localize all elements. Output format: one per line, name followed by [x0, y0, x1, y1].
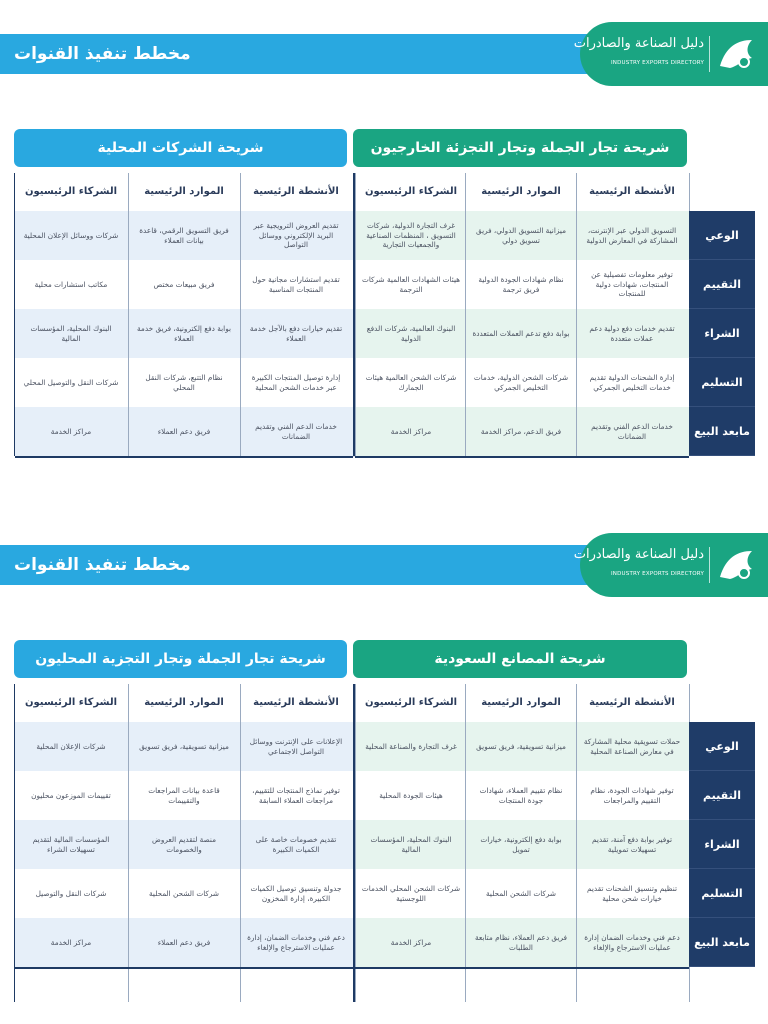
table-cell: مراكز الخدمة	[390, 937, 432, 947]
table-bottom-left	[15, 967, 353, 969]
table-cell: خدمات الدعم الفني وتقديم الضمانات	[255, 421, 337, 441]
logo-arabic: دليل الصناعة والصادرات	[573, 547, 704, 562]
table-cell: شركات الإعلان المحلية	[36, 741, 106, 751]
table-cell: قاعدة بيانات المراجعات والتقييمات	[148, 785, 220, 805]
table-cell: شركات الشحن المحلية	[485, 888, 557, 898]
column-header: الموارد الرئيسية	[144, 186, 224, 197]
table-cell: تقديم خيارات دفع بالآجل خدمة العملاء	[249, 323, 343, 343]
table-cell: دعم فني وخدمات الضمان إدارة عمليات الاسترجاع والإلغاء	[584, 932, 680, 952]
table-cell: فريق التسويق الرقمي، قاعدة بيانات العملاء	[139, 225, 229, 245]
table-cell: تقديم خدمات دفع دولية دعم عملات متعددة	[589, 323, 675, 343]
table-cell: التسويق الدولي عبر الإنترنت، المشاركة في المعارض الدولية	[586, 225, 678, 245]
logo-divider	[709, 36, 710, 72]
table-cell: بوابة دفع تدعم العملات المتعددة	[472, 328, 570, 338]
table-cell: إدارة توصيل المنتجات الكبيرة عبر خدمات الشحن المحلية	[251, 372, 341, 392]
page-header	[0, 533, 768, 597]
channel-table	[14, 684, 754, 1002]
table-cell: شركات النقل والتوصيل المحلي	[23, 377, 119, 387]
table-cell: مراكز الخدمة	[50, 426, 92, 436]
title-bar	[0, 34, 610, 74]
table-cell: بوابة دفع إلكترونية، خيارات تمويل	[480, 834, 562, 854]
table-cell: فريق مبيعات مختص	[153, 279, 215, 289]
table-cell: شركات الشحن العالمية هيئات الجمارك	[365, 372, 457, 392]
table-cell: الإعلانات على الإنترنت ووسائل التواصل الاجتماعي	[249, 736, 343, 756]
table-cell: نظام التتبع، شركات النقل المحلي	[145, 372, 223, 392]
stage-label: مابعد البيع	[689, 407, 755, 456]
table-cell: البنوك المحلية، المؤسسات المالية	[30, 323, 112, 343]
table-cell: غرف التجارة الدولية، شركات التسويق ، المنظمات الصناعية والجمعيات التجارية	[366, 220, 456, 250]
table-cell: نظام شهادات الجودة الدولية فريق ترجمة	[478, 274, 564, 294]
segment-tab-right: شريحة تجار الجملة وتجار التجزئة الخارجيون	[353, 129, 687, 167]
table-cell: توفير نماذج المنتجات للتقييم، مراجعات العملاء السابقة	[252, 785, 340, 805]
stage-label: الوعي	[689, 722, 755, 771]
table-cell: المؤسسات المالية لتقديم تسهيلات الشراء	[32, 834, 110, 854]
column-header: الموارد الرئيسية	[481, 697, 561, 708]
logo	[573, 533, 768, 597]
table-cell: شركات النقل والتوصيل	[35, 888, 107, 898]
stage-label: التسليم	[689, 869, 755, 918]
table-cell: فريق الدعم، مراكز الخدمة	[480, 426, 562, 436]
column-header: الموارد الرئيسية	[144, 697, 224, 708]
table-cell: بوابة دفع إلكترونية، فريق خدمة العملاء	[137, 323, 231, 343]
table-cell: دعم فني وخدمات الضمان، إدارة عمليات الاسترجاع والإلغاء	[247, 932, 345, 952]
table-cell: تنظيم وتنسيق الشحنات تقديم خيارات شحن محلية	[587, 883, 677, 903]
table-cell: توفير بوابة دفع آمنة، تقديم تسهيلات تمويلية	[591, 834, 673, 854]
page-header	[0, 22, 768, 86]
page-title: مخطط تنفيذ القنوات	[14, 44, 191, 64]
table-cell: توفير شهادات الجودة، نظام التقييم والمراجعات	[590, 785, 674, 805]
column-header: الأنشطة الرئيسية	[253, 186, 339, 197]
table-cell: البنوك المحلية، المؤسسات المالية	[370, 834, 452, 854]
segment-tab-left: شريحة تجار الجملة وتجار التجزية المحليون	[14, 640, 347, 678]
table-cell: مراكز الخدمة	[390, 426, 432, 436]
table-cell: البنوك العالمية، شركات الدفع الدولية	[366, 323, 456, 343]
logo-arabic: دليل الصناعة والصادرات	[573, 36, 704, 51]
table-cell: ميزانية التسويق الدولي، فريق تسويق دولي	[475, 225, 566, 245]
table-bottom-right	[355, 967, 689, 969]
logo-english: INDUSTRY EXPORTS DIRECTORY	[610, 60, 704, 66]
table-bottom-left	[15, 456, 353, 458]
table-cell: تقديم خصومات خاصة على الكميات الكبيرة	[255, 834, 337, 854]
table-cell: جدولة وتنسيق توصيل الكميات الكبيرة، إدارة المخزون	[250, 883, 342, 903]
column-header: الشركاء الرئيسيون	[24, 186, 118, 197]
table-cell: إدارة الشحنات الدولية تقديم خدمات التخليص الجمركي	[589, 372, 675, 392]
column-header: الأنشطة الرئيسية	[589, 697, 675, 708]
table-cell: تقديم العروض الترويجية عبر البريد الإلكتروني ووسائل التواصل	[253, 220, 339, 250]
table-cell: تقديم استشارات مجانية حول المنتجات المناسبة	[252, 274, 340, 294]
table-cell: شركات الشحن المحلية	[148, 888, 220, 898]
stage-label: الوعي	[689, 211, 755, 260]
stage-label: التقييم	[689, 771, 755, 820]
table-cell: منصة لتقديم العروض والخصومات	[152, 834, 216, 854]
table-cell: شركات الشحن المحلي الخدمات اللوجستية	[361, 883, 461, 903]
stage-label: الشراء	[689, 309, 755, 358]
table-cell: هيئات الشهادات العالمية شركات الترجمة	[361, 274, 461, 294]
logo-divider	[709, 547, 710, 583]
table-cell: شركات الشحن الدولية، خدمات التخليص الجمركي	[473, 372, 569, 392]
stage-label: التسليم	[689, 358, 755, 407]
column-header: الشركاء الرئيسيون	[364, 697, 458, 708]
table-cell: فريق دعم العملاء	[157, 426, 211, 436]
table-cell: هيئات الجودة المحلية	[379, 790, 443, 800]
table-cell: ميزانية تسويقية، فريق تسويق	[139, 741, 229, 751]
stage-label: الشراء	[689, 820, 755, 869]
column-header: الأنشطة الرئيسية	[589, 186, 675, 197]
column-header: الشركاء الرئيسيون	[364, 186, 458, 197]
column-header: الموارد الرئيسية	[481, 186, 561, 197]
table-cell: مراكز الخدمة	[50, 937, 92, 947]
table-cell: حملات تسويقية محلية المشاركة في معارض الصناعة المحلية	[583, 736, 681, 756]
table-cell: تقييمات الموزعون محليون	[31, 790, 111, 800]
table-bottom-right	[355, 456, 689, 458]
channel-table	[14, 173, 754, 456]
table-cell: توفير معلومات تفصيلية عن المنتجات، شهادات دولية للمنتجات	[591, 269, 673, 299]
table-cell: غرف التجارة والصناعة المحلية	[365, 741, 457, 751]
table-cell: شركات ووسائل الإعلان المحلية	[23, 230, 119, 240]
table-cell: فريق دعم العملاء	[157, 937, 211, 947]
table-cell: خدمات الدعم الفني وتقديم الضمانات	[591, 421, 673, 441]
table-cell: ميزانية تسويقية، فريق تسويق	[476, 741, 566, 751]
column-header: الشركاء الرئيسيون	[24, 697, 118, 708]
table-cell: فريق دعم العملاء، نظام متابعة الطلبات	[474, 932, 568, 952]
table-cell: نظام تقييم العملاء، شهادات جودة المنتجات	[479, 785, 563, 805]
segment-tab-right: شريحة المصانع السعودية	[353, 640, 687, 678]
stage-label: التقييم	[689, 260, 755, 309]
logo-icon	[716, 36, 756, 72]
title-bar	[0, 545, 610, 585]
segment-tab-left: شريحة الشركات المحلية	[14, 129, 347, 167]
column-header: الأنشطة الرئيسية	[253, 697, 339, 708]
logo-english: INDUSTRY EXPORTS DIRECTORY	[610, 571, 704, 577]
page-title: مخطط تنفيذ القنوات	[14, 555, 191, 575]
table-cell: مكاتب استشارات محلية	[34, 279, 108, 289]
logo	[573, 22, 768, 86]
stage-label: مابعد البيع	[689, 918, 755, 967]
logo-icon	[716, 547, 756, 583]
